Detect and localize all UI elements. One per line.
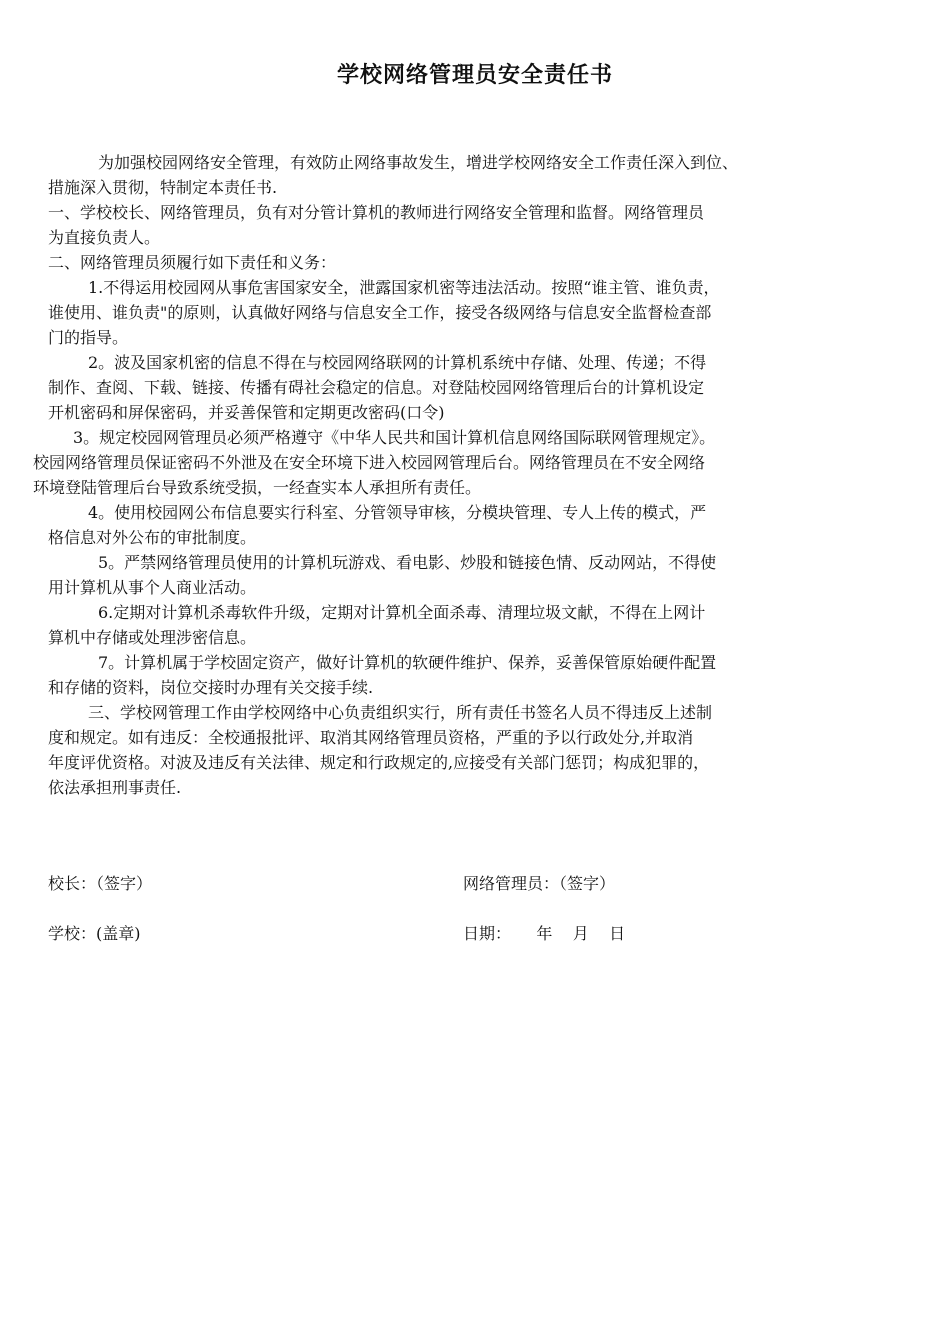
paragraph-line: 1.不得运用校园网从事危害国家安全，泄露国家机密等违法活动。按照“谁主管、谁负责，	[88, 278, 720, 297]
paragraph-line: 校园网络管理员保证密码不外泄及在安全环境下进入校园网管理后台。网络管理员在不安全网络	[33, 453, 706, 472]
paragraph-line: 用计算机从事个人商业活动。	[48, 578, 257, 597]
paragraph-line: 措施深入贯彻，特制定本责任书.	[48, 178, 278, 197]
paragraph-line: 3。规定校园网管理员必须严格遵守《中华人民共和国计算机信息网络国际联网管理规定》。	[73, 428, 716, 447]
paragraph-line: 三、学校网管理工作由学校网络中心负责组织实行，所有责任书签名人员不得违反上述制	[88, 703, 713, 722]
paragraph-line: 谁使用、谁负责"的原则，认真做好网络与信息安全工作，接受各级网络与信息安全监督检查部	[48, 303, 712, 322]
paragraph-line: 5。严禁网络管理员使用的计算机玩游戏、看电影、炒股和链接色情、反动网站，不得使	[98, 553, 717, 572]
paragraph-line: 为加强校园网络安全管理，有效防止网络事故发生，增进学校网络安全工作责任深入到位、	[98, 153, 739, 172]
paragraph-line: 为直接负责人。	[48, 228, 161, 247]
paragraph-line: 和存储的资料，岗位交接时办理有关交接手续.	[48, 678, 374, 697]
paragraph-line: 年度评优资格。对波及违反有关法律、规定和行政规定的,应接受有关部门惩罚；构成犯罪的，	[48, 753, 710, 772]
paragraph-line: 门的指导。	[48, 328, 129, 347]
paragraph-line: 6.定期对计算机杀毒软件升级，定期对计算机全面杀毒、清理垃圾文献，不得在上网计	[98, 603, 706, 622]
paragraph-line: 7。计算机属于学校固定资产，做好计算机的软硬件维护、保养，妥善保管原始硬件配置	[98, 653, 717, 672]
paragraph-line: 环境登陆管理后台导致系统受损，一经查实本人承担所有责任。	[33, 478, 482, 497]
paragraph-line: 4。使用校园网公布信息要实行科室、分管领导审核，分模块管理、专人上传的模式，严	[88, 503, 707, 522]
paragraph-line: 度和规定。如有违反：全校通报批评、取消其网络管理员资格，严重的予以行政处分,并取消	[48, 728, 694, 747]
paragraph-line: 格信息对外公布的审批制度。	[48, 528, 257, 547]
paragraph-line: 2。波及国家机密的信息不得在与校园网络联网的计算机系统中存储、处理、传递；不得	[88, 353, 707, 372]
school-seal: 学校：(盖章)	[48, 924, 141, 943]
admin-signature: 网络管理员：（签字）	[463, 874, 616, 893]
document-title: 学校网络管理员安全责任书	[336, 63, 613, 88]
paragraph-line: 依法承担刑事责任.	[48, 778, 182, 797]
paragraph-line: 二、网络管理员须履行如下责任和义务：	[48, 253, 337, 272]
principal-signature: 校长：（签字）	[48, 874, 153, 893]
paragraph-line: 制作、查阅、下载、链接、传播有碍社会稳定的信息。对登陆校园网络管理后台的计算机设定	[48, 378, 705, 397]
paragraph-line: 算机中存储或处理涉密信息。	[48, 628, 257, 647]
paragraph-line: 开机密码和屏保密码，并妥善保管和定期更改密码(口令)	[48, 403, 445, 422]
paragraph-line: 一、学校校长、网络管理员，负有对分管计算机的教师进行网络安全管理和监督。网络管理员	[48, 203, 705, 222]
date-field: 日期： 年 月 日	[463, 924, 626, 943]
